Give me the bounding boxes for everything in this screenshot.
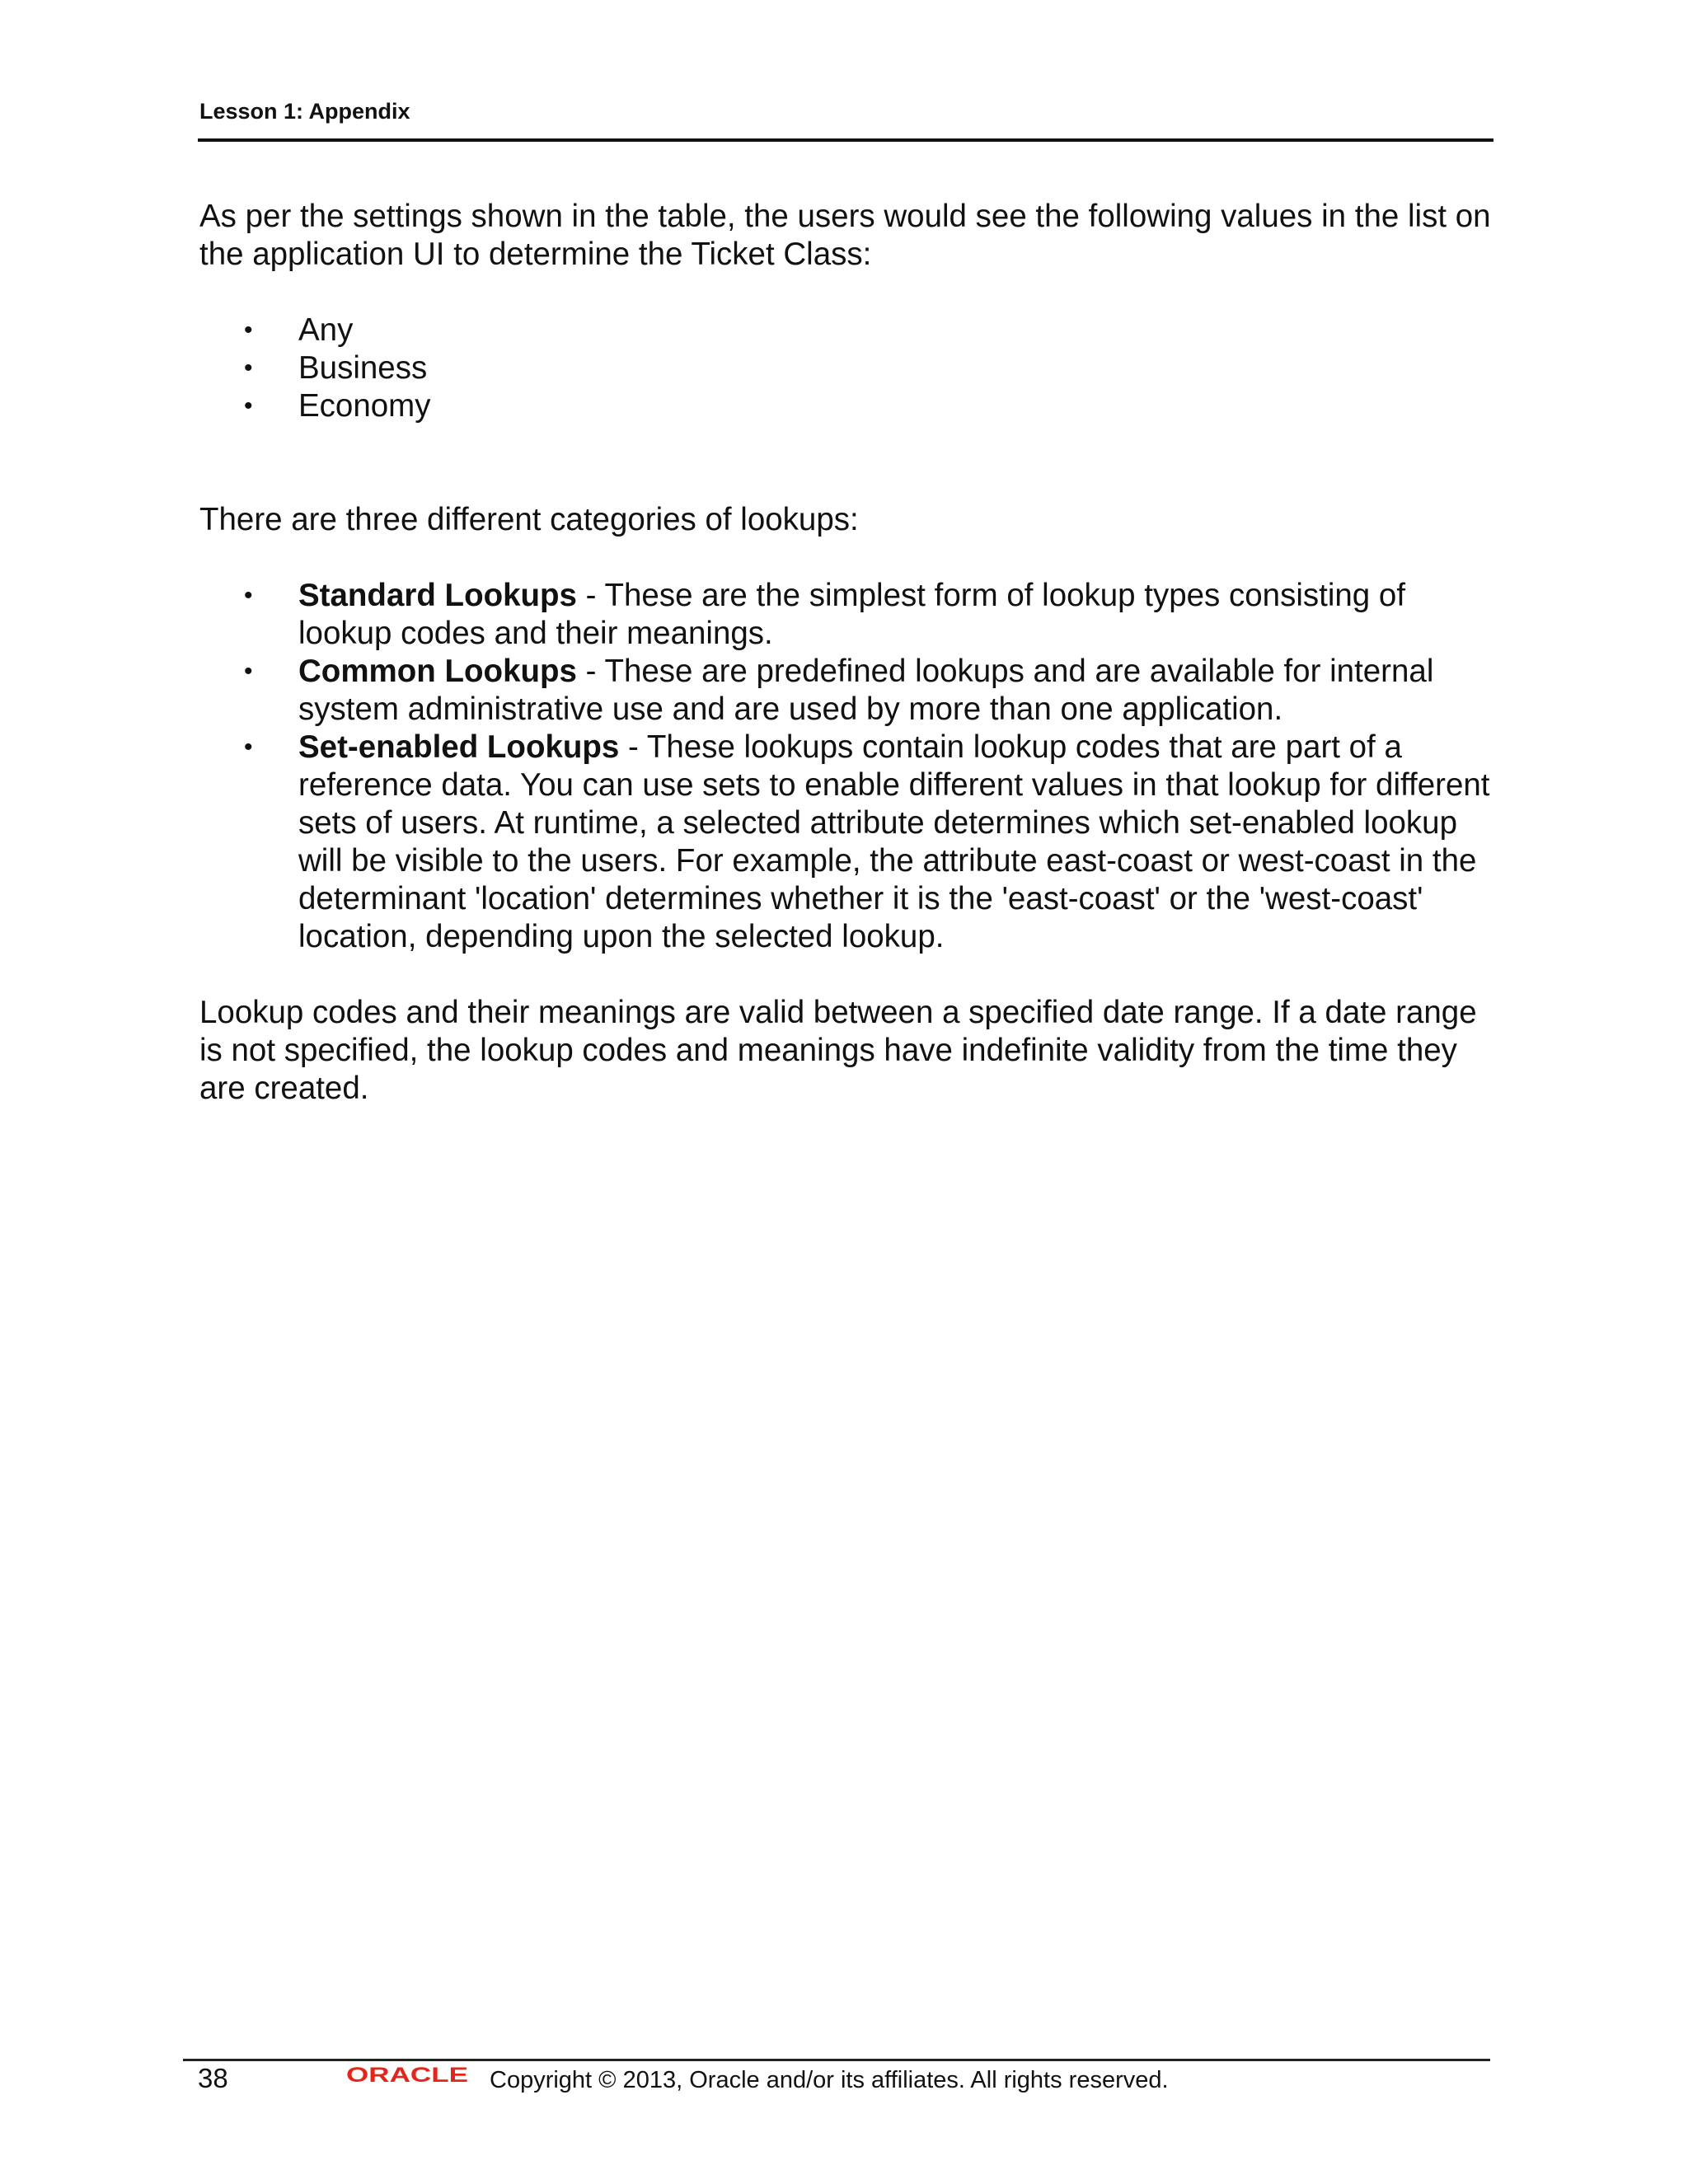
- copyright-notice: Copyright © 2013, Oracle and/or its affiliates. All rights reserved.: [490, 2067, 1169, 2093]
- bullet-icon: •: [244, 582, 253, 609]
- svg-text:ORACLE: ORACLE: [346, 2064, 468, 2085]
- page-header: [198, 97, 1493, 142]
- list-item: [199, 653, 1502, 729]
- list-item: [199, 577, 1502, 653]
- bullet-icon: •: [244, 658, 253, 685]
- list-item: [199, 349, 1502, 387]
- bullet-icon: •: [244, 354, 253, 382]
- category-term: Standard Lookups: [298, 578, 577, 613]
- footer-divider: [183, 2059, 1490, 2061]
- category-description: - These are predefined lookups and are available for internal system administrative use and are used by more than one application.: [298, 654, 1434, 727]
- category-term: Common Lookups: [298, 654, 577, 689]
- closing-paragraph: Lookup codes and their meanings are valid between a specified date range. If a date range is not specified, the lookup codes and meanings have indefinite validity from the time they are created.: [199, 995, 1477, 1106]
- list-item: [199, 729, 1502, 956]
- bullet-icon: •: [244, 733, 253, 761]
- intro-paragraph: As per the settings shown in the table, the users would see the following values in the list on the application UI to determine the Ticket Class:: [199, 199, 1491, 272]
- category-description: - These lookups contain lookup codes that are part of a reference data. You can use sets to enable different values in that lookup for different sets of users. At runtime, a selected attribute determines which set-enabled lookup will be visible to the users. For example, the attribute east-coast or west-coast in the determinant 'location' determines whether it is the 'east-coast' or the 'west-coast' location, depending upon the selected lookup.: [298, 729, 1490, 954]
- header-title: Lesson 1: Appendix: [199, 99, 410, 124]
- page-number: 38: [198, 2063, 228, 2093]
- list-item-text: Economy: [298, 388, 431, 424]
- list-item: [199, 387, 1502, 425]
- lookup-categories-list: [199, 577, 1502, 956]
- category-description: - These are the simplest form of lookup types consisting of lookup codes and their meanings.: [298, 578, 1406, 651]
- list-item-text: Any: [298, 312, 354, 348]
- ticket-class-list: [199, 312, 1502, 425]
- bullet-icon: •: [244, 316, 253, 344]
- oracle-logo: [346, 2064, 471, 2085]
- bullet-icon: •: [244, 392, 253, 419]
- list-item-text: Business: [298, 350, 428, 386]
- list-item: [199, 312, 1502, 349]
- category-term: Set-enabled Lookups: [298, 729, 620, 765]
- categories-intro: There are three different categories of lookups:: [199, 502, 859, 537]
- page-content: [199, 198, 1502, 1108]
